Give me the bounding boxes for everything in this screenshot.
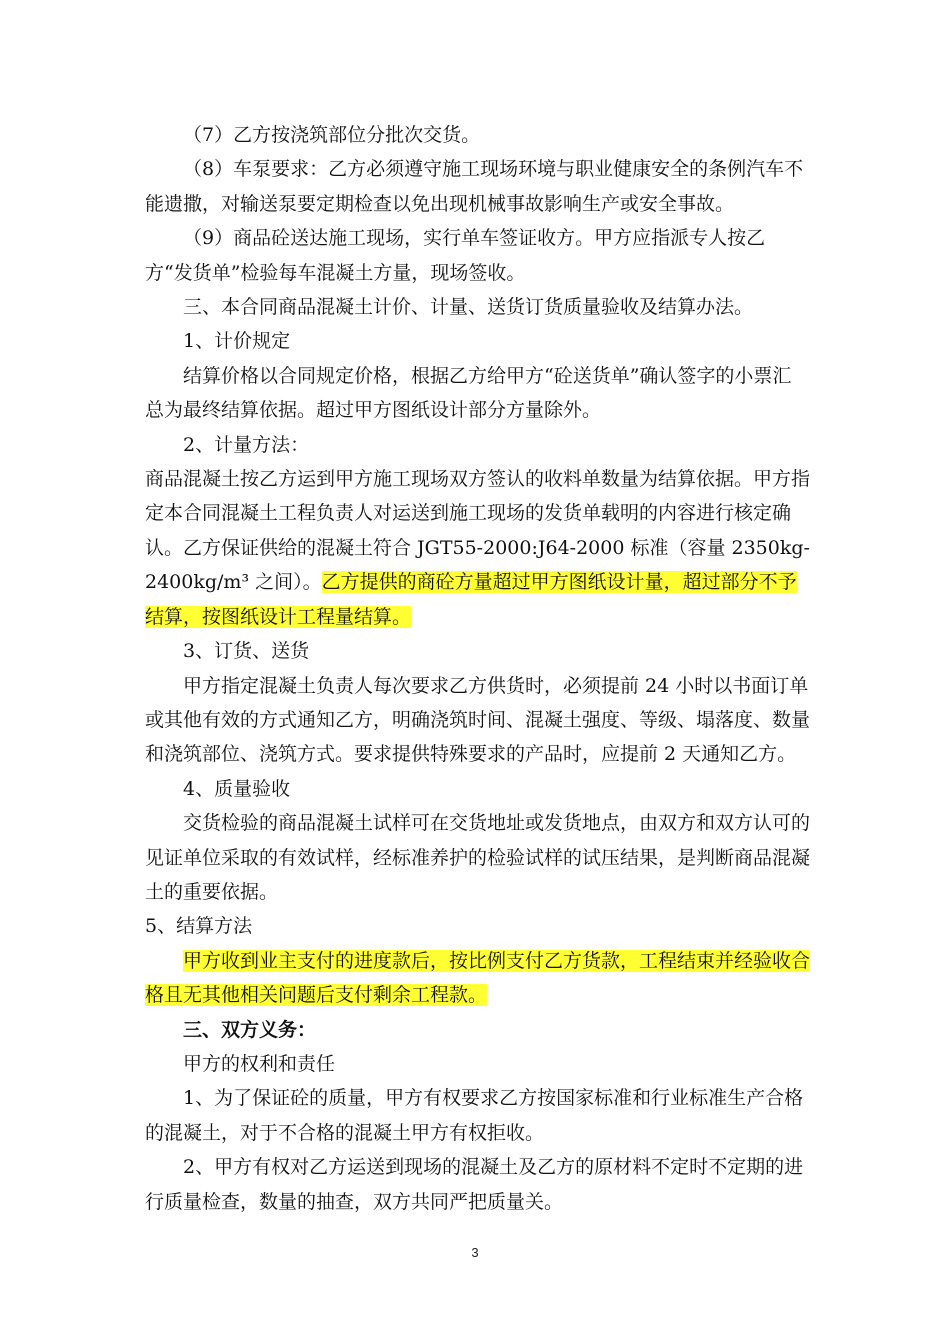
paragraph-text: 甲方指定混凝土负责人每次要求乙方供货时，必须提前 24 小时以书面订单或其他有效的方式通知乙方，明确浇筑时间、混凝土强度、等级、塌落度、数量和浇筑部位、浇筑方式。要求提供特殊要求的产品时，应提前 2 天通知乙方。: [145, 674, 811, 766]
paragraph-ordering-delivery: [145, 669, 810, 772]
paragraph-pricing-rules: [145, 359, 810, 428]
page-number: 3: [471, 1245, 479, 1260]
paragraph-delivery-batches: [145, 118, 810, 152]
subheading-settlement-method: [145, 909, 810, 943]
paragraph-text: 1、计价规定: [183, 330, 291, 353]
highlighted-clause: 甲方收到业主支付的进度款后，按比例支付乙方货款，工程结束并经验收合格且无其他相关问题后支付剩余工程款。: [145, 949, 811, 1007]
paragraph-text: 甲方的权利和责任: [183, 1052, 336, 1075]
paragraph-text: （8）车泵要求：乙方必须遵守施工现场环境与职业健康安全的条例汽车不能遗撒，对输送泵要定期检查以免出现机械事故影响生产或安全事故。: [145, 158, 804, 215]
paragraph-text: 5、结算方法: [145, 915, 253, 938]
paragraph-text: 商品混凝土按乙方运到甲方施工现场双方签认的收料单数量为结算依据。甲方指定本合同混凝土工程负责人对运送到施工现场的发货单载明的内容进行核定确认。乙方保证供给的混凝土符合 JGT55-2000:J64-2000 标准（容量 2350kg-2400kg/m³ 之间）。: [145, 468, 811, 594]
paragraph-text: 2、甲方有权对乙方运送到现场的混凝土及乙方的原材料不定时不定期的进行质量检查，数量的抽查，双方共同严把质量关。: [145, 1156, 804, 1213]
highlighted-clause: 乙方提供的商砼方量超过甲方图纸设计量，超过部分不予结算，按图纸设计工程量结算。: [145, 571, 797, 628]
document-body: [145, 118, 810, 1219]
paragraph-text: 1、为了保证砼的质量，甲方有权要求乙方按国家标准和行业标准生产合格的混凝土，对于不合格的混凝土甲方有权拒收。: [145, 1087, 804, 1144]
subheading-measurement-method: [145, 428, 810, 462]
paragraph-text: 三、双方义务：: [183, 1018, 317, 1041]
subheading-pricing-rules: [145, 324, 810, 358]
paragraph-text: 3、订货、送货: [183, 640, 310, 663]
paragraph-site-acceptance: [145, 221, 810, 290]
paragraph-text: （9）商品砼送达施工现场，实行单车签证收方。甲方应指派专人按乙方“发货单”检验每车混凝土方量，现场签收。: [145, 227, 766, 284]
paragraph-party-a-right-1: [145, 1081, 810, 1150]
paragraph-quality-acceptance: [145, 806, 810, 909]
paragraph-measurement-method: [145, 462, 810, 634]
subheading-party-a-rights: [145, 1047, 810, 1081]
paragraph-pump-requirements: [145, 152, 810, 221]
subheading-ordering-delivery: [145, 634, 810, 668]
paragraph-text: 4、质量验收: [183, 777, 291, 800]
section-heading-pricing-settlement: [145, 290, 810, 324]
paragraph-text: 2、计量方法：: [183, 433, 310, 456]
paragraph-text: 三、本合同商品混凝土计价、计量、送货订货质量验收及结算办法。: [183, 296, 754, 319]
subheading-quality-acceptance: [145, 772, 810, 806]
section-heading-obligations: [145, 1013, 810, 1047]
paragraph-text: （7）乙方按浇筑部位分批次交货。: [183, 124, 481, 146]
paragraph-text: 交货检验的商品混凝土试样可在交货地址或发货地点，由双方和双方认可的见证单位采取的有效试样，经标准养护的检验试样的试压结果，是判断商品混凝土的重要依据。: [145, 812, 811, 903]
paragraph-settlement-method: [145, 944, 810, 1013]
paragraph-party-a-right-2: [145, 1150, 810, 1219]
paragraph-text: 结算价格以合同规定价格，根据乙方给甲方“砼送货单”确认签字的小票汇总为最终结算依据。超过甲方图纸设计部分方量除外。: [145, 364, 792, 422]
